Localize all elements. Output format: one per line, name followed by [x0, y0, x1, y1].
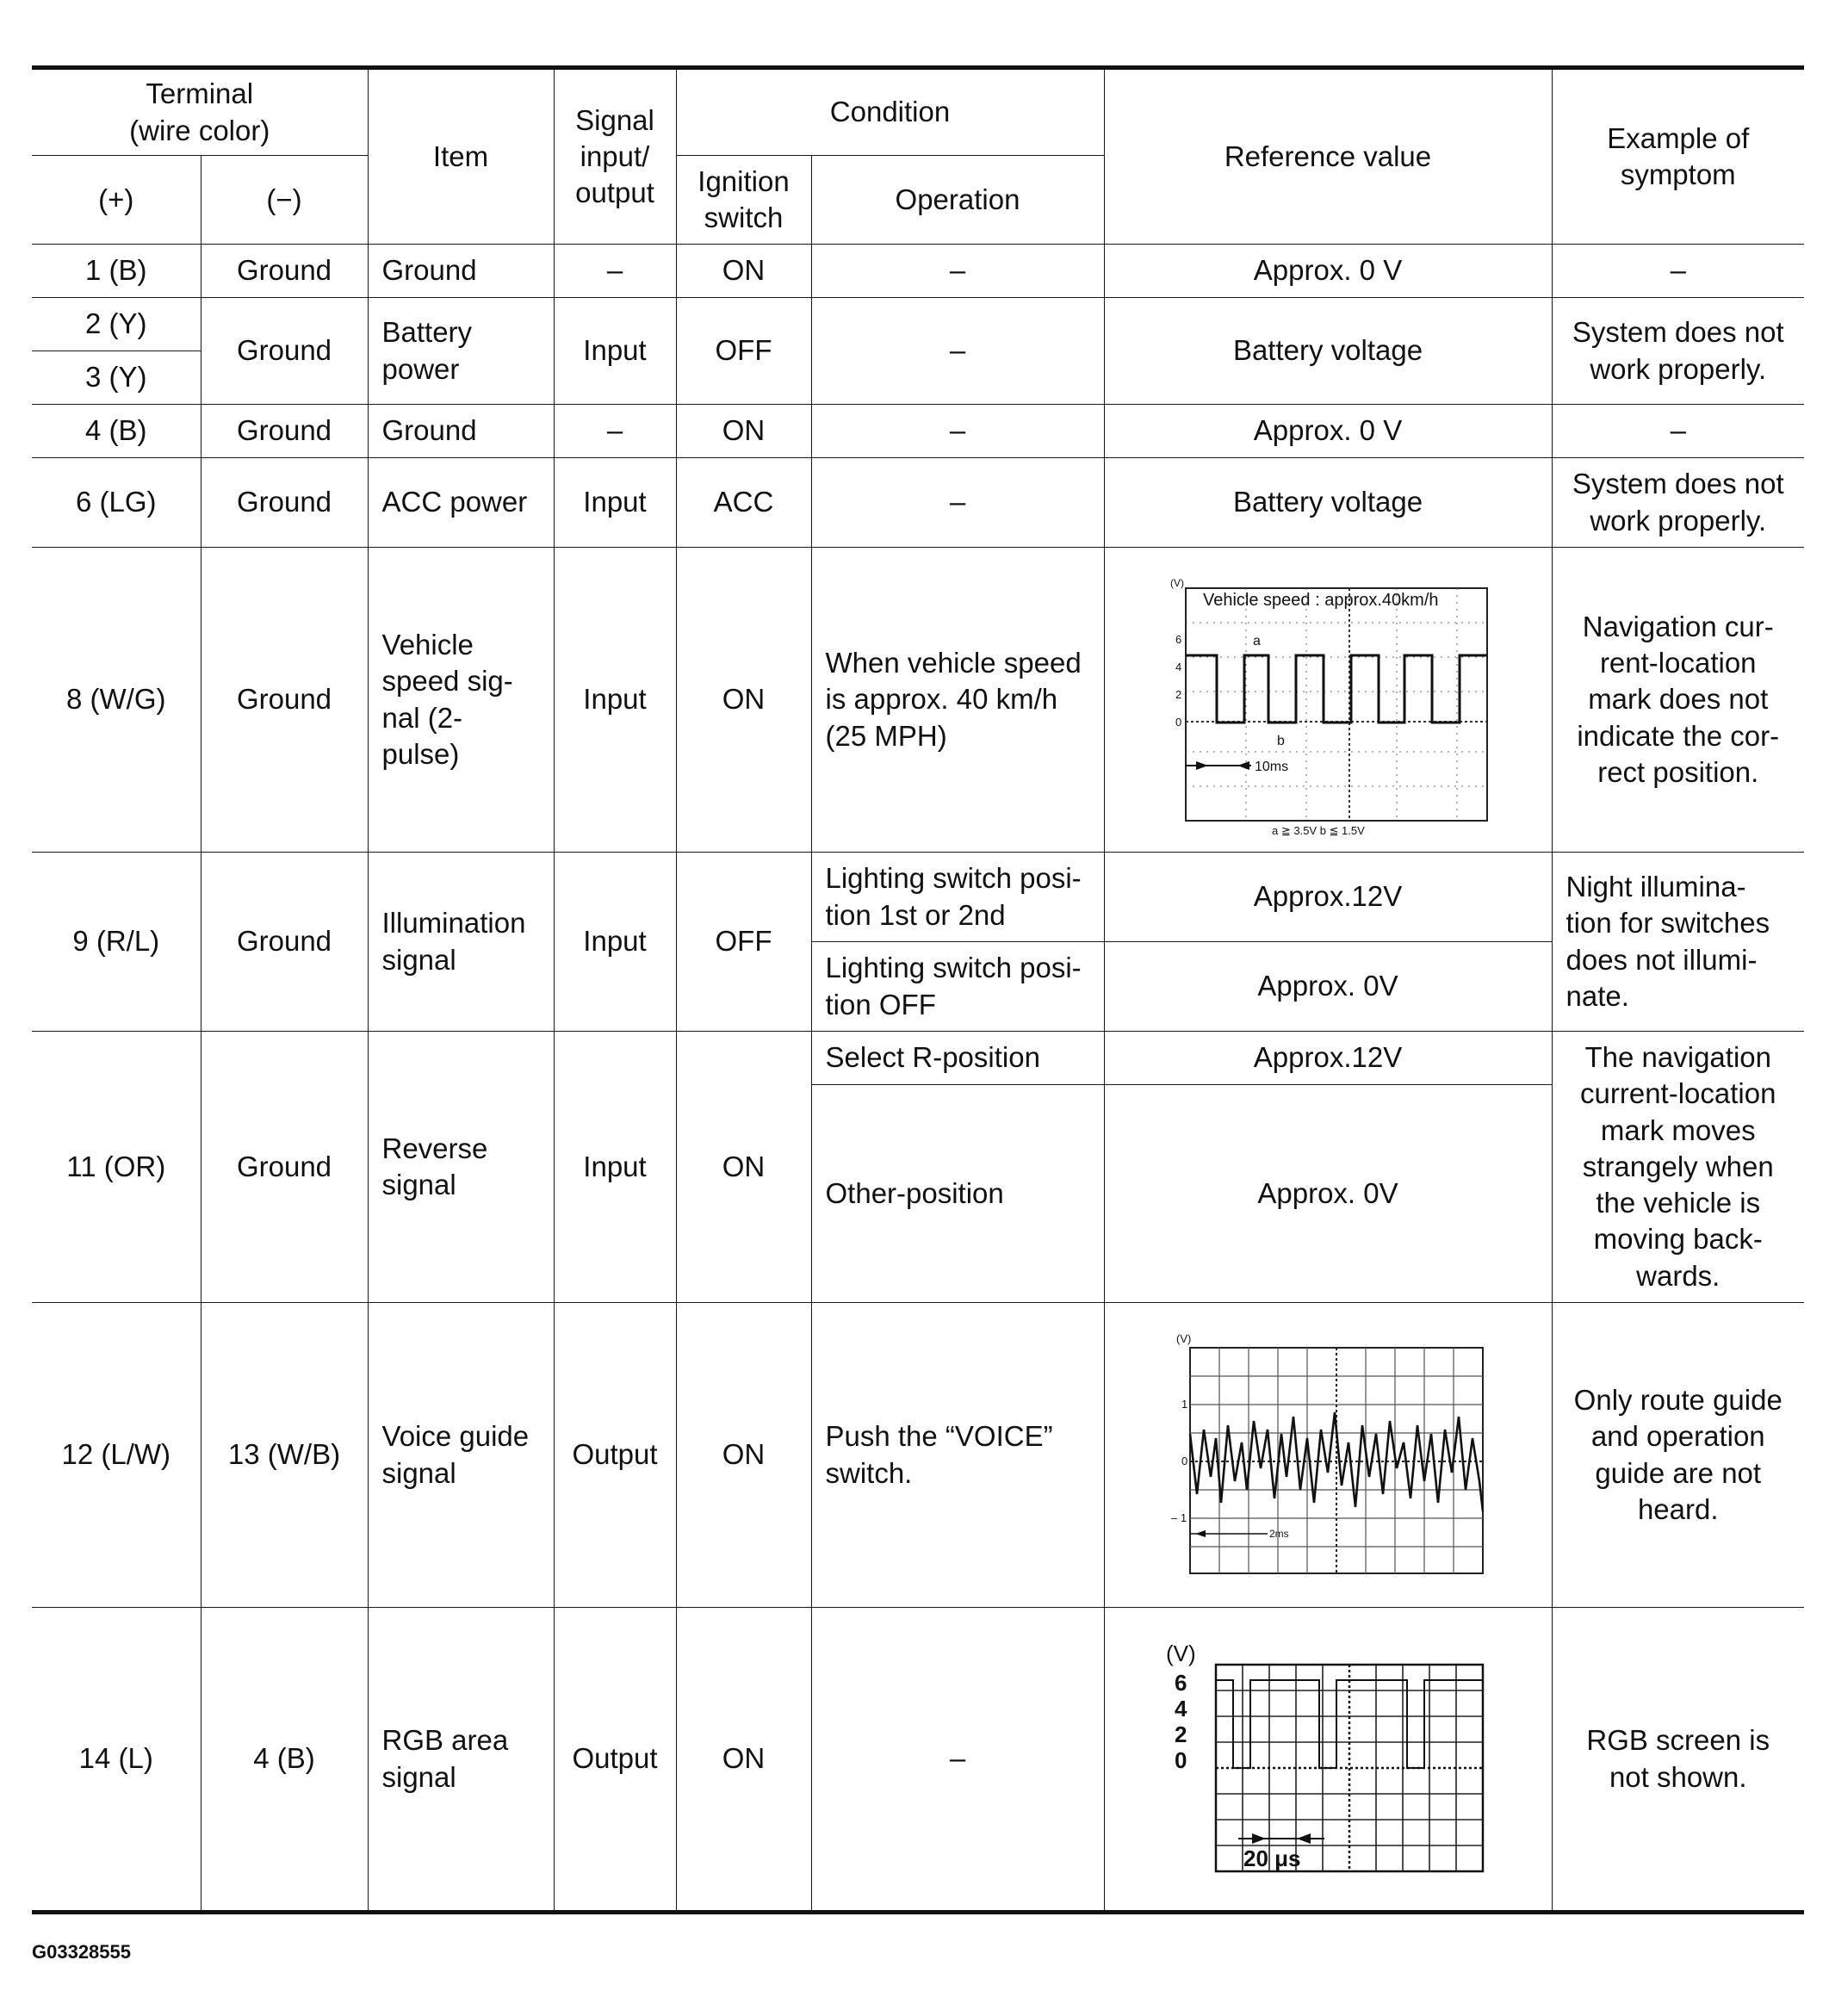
- cell-operation: Lighting switch posi-tion 1st or 2nd: [811, 853, 1104, 942]
- cell-minus: Ground: [201, 1032, 368, 1303]
- cell-plus: 14 (L): [32, 1608, 201, 1913]
- scope-tick: 1: [1181, 1397, 1188, 1411]
- cell-minus: Ground: [201, 853, 368, 1032]
- cell-operation: –: [811, 405, 1104, 458]
- cell-item: Vehicle speed sig-nal (2-pulse): [368, 548, 554, 853]
- cell-plus: 6 (LG): [32, 458, 201, 548]
- header-item: Item: [368, 68, 554, 245]
- cell-symptom: RGB screen is not shown.: [1552, 1608, 1804, 1913]
- cell-ignition: OFF: [676, 298, 811, 405]
- cell-plus: 1 (B): [32, 245, 201, 298]
- scope-unit: (V): [1176, 1331, 1192, 1345]
- header-plus: (+): [32, 156, 201, 245]
- cell-symptom: System does not work properly.: [1552, 298, 1804, 405]
- scope-tick: 0: [1175, 715, 1182, 729]
- cell-ignition: ON: [676, 1032, 811, 1303]
- cell-ignition: ACC: [676, 458, 811, 548]
- scope-label-b: b: [1277, 733, 1285, 748]
- header-ignition: Ignition switch: [676, 156, 811, 245]
- cell-plus: 8 (W/G): [32, 548, 201, 853]
- cell-minus: 4 (B): [201, 1608, 368, 1913]
- vehicle-speed-waveform: [1160, 571, 1496, 837]
- scope-tick: 0: [1175, 1746, 1187, 1773]
- cell-item: Illumination signal: [368, 853, 554, 1032]
- cell-ignition: ON: [676, 1303, 811, 1608]
- cell-symptom: System does not work properly.: [1552, 458, 1804, 548]
- cell-item: Battery power: [368, 298, 554, 405]
- cell-item: Ground: [368, 245, 554, 298]
- scope-tick: 6: [1175, 632, 1182, 646]
- header-operation: Operation: [811, 156, 1104, 245]
- cell-reference-waveform: [1104, 1303, 1552, 1608]
- cell-plus: 12 (L/W): [32, 1303, 201, 1608]
- table-row: [32, 1032, 1804, 1085]
- table-row: [32, 853, 1804, 942]
- cell-minus: Ground: [201, 298, 368, 405]
- cell-plus: 3 (Y): [32, 351, 201, 405]
- scope-tick: 4: [1175, 1695, 1187, 1721]
- cell-io: Input: [554, 853, 676, 1032]
- scope-tick: – 1: [1171, 1510, 1187, 1524]
- cell-item: Ground: [368, 405, 554, 458]
- scope-time-label: 10ms: [1255, 759, 1289, 774]
- cell-io: –: [554, 405, 676, 458]
- cell-operation: Select R-position: [811, 1032, 1104, 1085]
- scope-tick: 4: [1175, 660, 1182, 673]
- terminal-spec-table: [32, 65, 1804, 1914]
- cell-reference: Approx. 0 V: [1104, 405, 1552, 458]
- cell-ignition: ON: [676, 245, 811, 298]
- table-row: [32, 548, 1804, 853]
- cell-operation: –: [811, 458, 1104, 548]
- cell-minus: 13 (W/B): [201, 1303, 368, 1608]
- cell-reference: Battery voltage: [1104, 298, 1552, 405]
- cell-item: ACC power: [368, 458, 554, 548]
- cell-ignition: ON: [676, 548, 811, 853]
- cell-operation: Push the “VOICE” switch.: [811, 1303, 1104, 1608]
- scope-tick: 6: [1175, 1669, 1187, 1696]
- rgb-area-waveform: [1164, 1639, 1491, 1880]
- cell-operation: –: [811, 245, 1104, 298]
- cell-io: Input: [554, 458, 676, 548]
- cell-operation: –: [811, 1608, 1104, 1913]
- cell-io: Output: [554, 1608, 676, 1913]
- cell-plus: 2 (Y): [32, 298, 201, 351]
- cell-operation: When vehicle speed is approx. 40 km/h (25 MPH): [811, 548, 1104, 853]
- cell-item: Voice guide signal: [368, 1303, 554, 1608]
- cell-ignition: ON: [676, 1608, 811, 1913]
- cell-operation: Lighting switch posi-tion OFF: [811, 942, 1104, 1032]
- table-row: [32, 298, 1804, 351]
- figure-id: G03328555: [32, 1941, 131, 1963]
- cell-symptom: Night illumina-tion for switches does not illumi-nate.: [1552, 853, 1804, 1032]
- cell-item: RGB area signal: [368, 1608, 554, 1913]
- scope-unit: (V): [1166, 1640, 1196, 1666]
- table-row: [32, 1608, 1804, 1913]
- scope-time-label: 20 μs: [1243, 1845, 1301, 1871]
- header-minus: (−): [201, 156, 368, 245]
- table-row: [32, 1303, 1804, 1608]
- cell-operation: –: [811, 298, 1104, 405]
- cell-minus: Ground: [201, 548, 368, 853]
- cell-symptom: Navigation cur-rent-location mark does not indicate the cor-rect position.: [1552, 548, 1804, 853]
- cell-io: Output: [554, 1303, 676, 1608]
- cell-symptom: –: [1552, 405, 1804, 458]
- scope-title: Vehicle speed : approx.40km/h: [1203, 590, 1439, 610]
- cell-reference: Approx. 0 V: [1104, 245, 1552, 298]
- table-row: [32, 245, 1804, 298]
- cell-io: Input: [554, 298, 676, 405]
- scope-tick: 2: [1175, 1721, 1187, 1747]
- cell-symptom: Only route guide and operation guide are not heard.: [1552, 1303, 1804, 1608]
- scope-note: a ≧ 3.5V b ≦ 1.5V: [1272, 823, 1365, 837]
- cell-reference: Approx.12V: [1104, 853, 1552, 942]
- header-signal-io: Signal input/ output: [554, 68, 676, 245]
- scope-unit: (V): [1170, 576, 1184, 589]
- voice-guide-waveform: [1164, 1331, 1491, 1580]
- cell-plus: 9 (R/L): [32, 853, 201, 1032]
- cell-ignition: ON: [676, 405, 811, 458]
- cell-reference: Approx.12V: [1104, 1032, 1552, 1085]
- cell-reference: Battery voltage: [1104, 458, 1552, 548]
- cell-item: Reverse signal: [368, 1032, 554, 1303]
- scope-tick: 0: [1181, 1454, 1188, 1467]
- cell-operation: Other-position: [811, 1085, 1104, 1303]
- header-condition: Condition: [676, 68, 1104, 156]
- table-row: [32, 458, 1804, 548]
- cell-minus: Ground: [201, 245, 368, 298]
- cell-minus: Ground: [201, 405, 368, 458]
- header-terminal: Terminal (wire color): [32, 68, 368, 156]
- cell-minus: Ground: [201, 458, 368, 548]
- scope-label-a: a: [1253, 633, 1261, 648]
- header-reference: Reference value: [1104, 68, 1552, 245]
- table-row: [32, 405, 1804, 458]
- cell-symptom: The navigation current-location mark moves strangely when the vehicle is moving back-wards.: [1552, 1032, 1804, 1303]
- cell-symptom: –: [1552, 245, 1804, 298]
- cell-reference: Approx. 0V: [1104, 1085, 1552, 1303]
- cell-io: Input: [554, 548, 676, 853]
- cell-reference-waveform: [1104, 548, 1552, 853]
- cell-io: –: [554, 245, 676, 298]
- cell-plus: 4 (B): [32, 405, 201, 458]
- cell-io: Input: [554, 1032, 676, 1303]
- scope-time-label: 2ms: [1269, 1527, 1289, 1540]
- cell-reference: Approx. 0V: [1104, 942, 1552, 1032]
- scope-tick: 2: [1175, 687, 1182, 701]
- cell-plus: 11 (OR): [32, 1032, 201, 1303]
- cell-reference-waveform: [1104, 1608, 1552, 1913]
- header-symptom: Example of symptom: [1552, 68, 1804, 245]
- cell-ignition: OFF: [676, 853, 811, 1032]
